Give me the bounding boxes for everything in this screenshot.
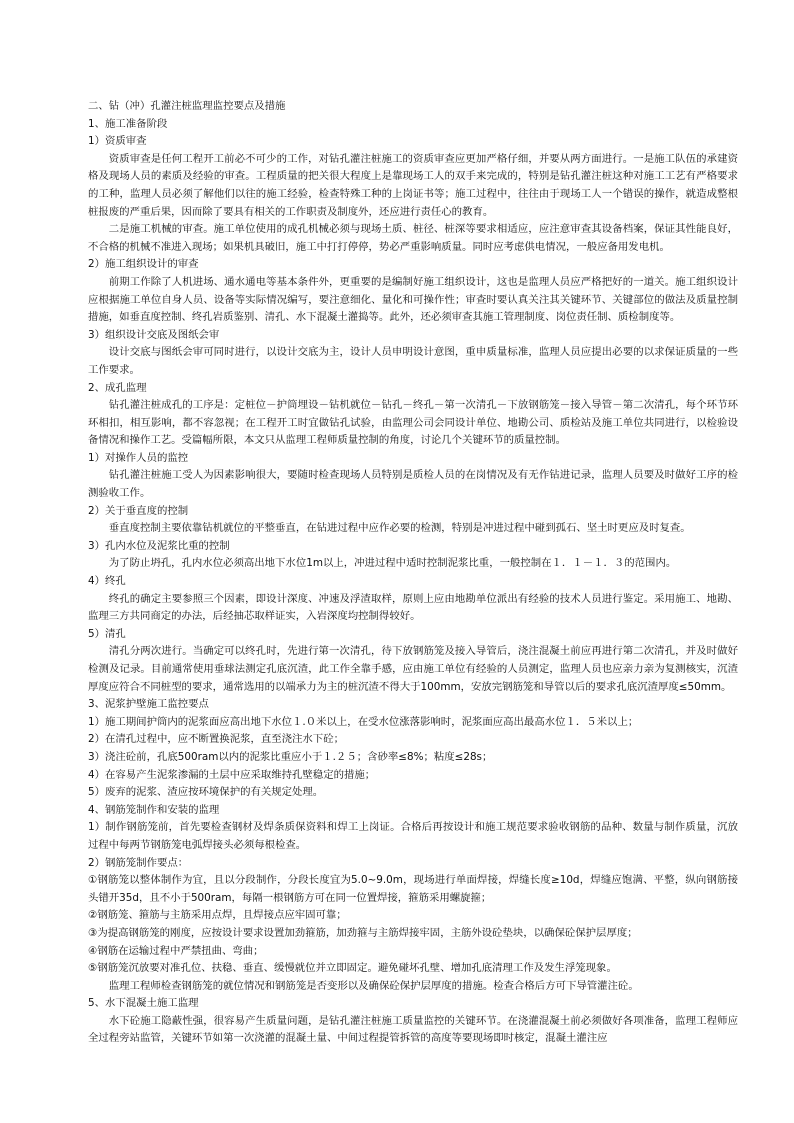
list-item: ②钢筋笼、箍筋与主筋采用点焊，且焊接点应牢固可靠； bbox=[88, 909, 347, 922]
subsection-heading: 3、泥浆护壁施工监控要点 bbox=[88, 698, 209, 711]
document-page bbox=[88, 98, 738, 1048]
list-item: 2）在清孔过程中，应不断置换泥浆，直至浇注水下砼； bbox=[88, 733, 344, 746]
item-heading: 2）关于垂直度的控制 bbox=[88, 504, 189, 517]
list-item: 3）浇注砼前，孔底500ram以内的泥浆比重应小于１.２５；含砂率≤8%；粘度≤28s； bbox=[88, 750, 493, 763]
item-heading: 4）终孔 bbox=[88, 575, 126, 588]
item-heading: 2）施工组织设计的审查 bbox=[88, 258, 199, 271]
body-paragraph: 前期工作除了人机进场、通水通电等基本条件外，更重要的是编制好施工组织设计，这也是监理人员应严格把好的一道关。施工组织设计应根据施工单位自身人员、设备等实际情况编写，要注意细化、量化和可操作性；审查时要认真关注其关键环节、关键部位的做法及质量控制措施，如垂直度控制、终孔岩质鉴别、清孔、水下混凝土灌捣等。此外，还必须审查其施工管理制度、岗位责任制、质检制度等。 bbox=[88, 275, 738, 324]
list-item: 4）在容易产生泥浆渗漏的土层中应采取维持孔壁稳定的措施； bbox=[88, 768, 376, 781]
item-heading: 3）孔内水位及泥浆比重的控制 bbox=[88, 539, 230, 552]
body-paragraph: 钻孔灌注桩施工受人为因素影响很大，要随时检查现场人员特别是质检人员的在岗情况及有无作钻进记录，监理人员要及时做好工序的检测验收工作。 bbox=[88, 469, 738, 500]
list-item: 1）制作钢筋笼前，首先要检查钢材及焊条质保资料和焊工上岗证。合格后再按设计和施工规范要求验收钢筋的品种、数量与制作质量，沉放过程中每两节钢筋笼电弧焊接头必须每根检查。 bbox=[88, 821, 738, 851]
section-heading: 二、钻（冲）孔灌注桩监理监控要点及措施 bbox=[88, 100, 286, 112]
list-item: ①钢筋笼以整体制作为宜，且以分段制作，分段长度宜为5.0~9.0m，现场进行单面焊接，焊缝长度≥10d，焊缝应饱满、平整，纵向钢筋接头错开35d，且不小于500ram，每隔一根钢筋方可在同一位置焊接，箍筋采用螺旋箍； bbox=[88, 874, 738, 904]
item-heading: 2）钢筋笼制作要点： bbox=[88, 856, 189, 869]
body-paragraph: 清孔分两次进行。当确定可以终孔时，先进行第一次清孔，待下放钢筋笼及接入导管后，浇注混凝土前应再进行第二次清孔，并及时做好检测及记录。目前通常使用垂球法测定孔底沉渣，此工作全靠手感，应由施工单位有经验的人员测定，监理人员也应亲力亲为复测核实，沉渣厚度应符合不同桩型的要求，通常选用的以端承力为主的桩沉渣不得大于100mm，安放完钢筋笼和导管以后的要求孔底沉渣厚度≤50mm。 bbox=[88, 645, 738, 693]
body-paragraph: 二是施工机械的审查。施工单位使用的成孔机械必须与现场土质、桩径、桩深等要求相适应，应注意审查其设备档案，保证其性能良好，不合格的机械不准进入现场；如果机具破旧，施工中打打停停，势必严重影响质量。同时应考虑供电情况，一般应备用发电机。 bbox=[88, 223, 738, 253]
list-item: ③为提高钢筋笼的刚度，应按设计要求设置加劲箍筋，加劲箍与主筋焊接牢固，主筋外设砼垫块，以确保砼保护层厚度； bbox=[88, 926, 638, 939]
subsection-heading: 1、施工准备阶段 bbox=[88, 117, 168, 130]
body-paragraph: 监理工程师检查钢筋笼的就位情况和钢筋笼是否变形以及确保砼保护层厚度的措施。检查合格后方可下导管灌注砼。 bbox=[108, 979, 639, 992]
body-paragraph: 资质审查是任何工程开工前必不可少的工作，对钻孔灌注桩施工的资质审查应更加严格仔细，并要从两方面进行。一是施工队伍的承建资格及现场人员的素质及经验的审查。工程质量的把关很大程度上是靠现场工人的双手来完成的，特别是钻孔灌注桩这种对施工工艺有严格要求的工种，监理人员必须了解他们以往的施工经验，检查特殊工种的上岗证书等；施工过程中，往往由于现场工人一个错误的操作，就造成整根桩报废的严重后果，因而除了要具有相关的工作职责及制度外，还应进行责任心的教育。 bbox=[88, 152, 738, 218]
list-item: ⑤钢筋笼沉放要对准孔位、扶稳、垂直、缓慢就位并立即固定。避免碰坏孔壁、增加孔底清理工作及发生浮笼现象。 bbox=[88, 962, 617, 975]
body-paragraph: 水下砼施工隐蔽性强，很容易产生质量问题，是钻孔灌注桩施工质量监控的关键环节。在浇灌混凝土前必须做好各项准备，监理工程师应全过程旁站监管，关键环节如第一次浇灌的混凝土量、中间过程提管拆管的高度等要现场即时核定，混凝土灌注应 bbox=[88, 1014, 738, 1045]
body-paragraph: 为了防止坍孔，孔内水位必须高出地下水位1m以上，冲进过程中适时控制泥浆比重，一般控制在１．１－１．３的范围内。 bbox=[108, 557, 677, 570]
subsection-heading: 4、钢筋笼制作和安装的监理 bbox=[88, 803, 220, 816]
body-paragraph: 终孔的确定主要参照三个因素，即设计深度、冲速及浮渣取样，原则上应由地勘单位派出有经验的技术人员进行鉴定。采用施工、地勘、监理三方共同商定的办法，后经抽芯取样证实，入岩深度均控制得较好。 bbox=[88, 592, 738, 623]
list-item: ④钢筋在运输过程中严禁扭曲、弯曲； bbox=[88, 944, 264, 957]
body-paragraph: 钻孔灌注桩成孔的工序是：定桩位－护筒埋设－钻机就位－钻孔－终孔－第一次清孔－下放钢筋笼－接入导管－第二次清孔，每个环节环环相扣，相互影响，都不容忽视；在工程开工时宜做钻孔试验，由监理公司会同设计单位、地勘公司、质检站及施工单位共同进行，以检验设备情况和操作工艺。受篇幅所限，本文只从监理工程师质量控制的角度，讨论几个关键环节的质量控制。 bbox=[88, 399, 738, 447]
item-heading: 1）对操作人员的监控 bbox=[88, 451, 189, 464]
body-paragraph: 垂直度控制主要依靠钻机就位的平整垂直，在钻进过程中应作必要的检测，特别是冲进过程中碰到孤石、坚土时更应及时复查。 bbox=[108, 522, 691, 535]
item-heading: 1）资质审查 bbox=[88, 135, 147, 148]
body-paragraph: 设计交底与图纸会审可同时进行，以设计交底为主，设计人员申明设计意图，重申质量标准，监理人员应提出必要的以求保证质量的一些工作要求。 bbox=[88, 346, 738, 376]
list-item: 5）废弃的泥浆、渣应按环境保护的有关规定处理。 bbox=[88, 786, 324, 799]
subsection-heading: 5、水下混凝土施工监理 bbox=[88, 997, 199, 1010]
item-heading: 3）组织设计交底及图纸会审 bbox=[88, 328, 220, 341]
subsection-heading: 2、成孔监理 bbox=[88, 381, 147, 394]
item-heading: 5）清孔 bbox=[88, 627, 126, 640]
list-item: 1）施工期间护筒内的泥浆面应高出地下水位１.０米以上，在受水位涨落影响时，泥浆面应高出最高水位１．５米以上； bbox=[88, 715, 639, 728]
